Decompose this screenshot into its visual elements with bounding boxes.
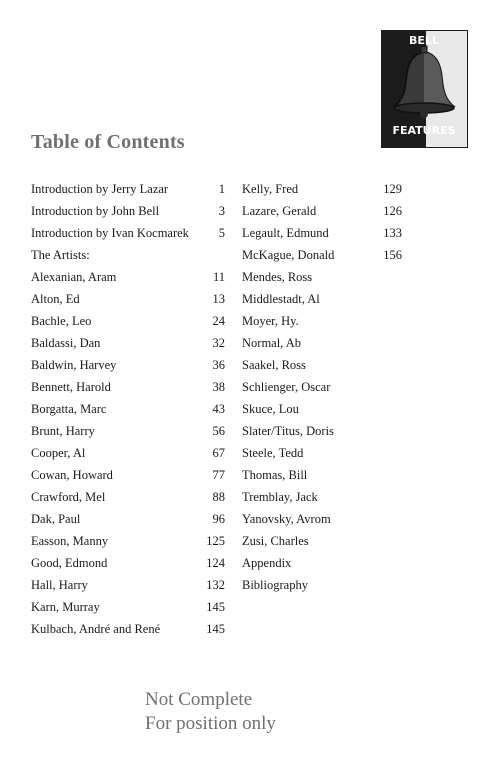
toc-entry-name: Alexanian, Aram [31,270,117,284]
toc-entry-page: 88 [212,490,225,504]
toc-entry [31,444,225,466]
toc-entry [242,422,402,444]
toc-entry-page: 13 [212,292,225,306]
toc-entry [31,598,225,620]
toc-entry-name: Crawford, Mel [31,490,106,504]
toc-entry [242,202,402,224]
toc-entry-name: Saakel, Ross [242,358,306,372]
toc-left-column [31,180,225,642]
toc-entry [242,224,402,246]
toc-entry [31,620,225,642]
toc-entry-page: 38 [212,380,225,394]
toc-entry-page: 43 [212,402,225,416]
toc-entry [31,576,225,598]
toc-entry-name: Kelly, Fred [242,182,299,196]
toc-entry-page: 125 [206,534,225,548]
toc-entry-name: Brunt, Harry [31,424,95,438]
toc-entry-name: Legault, Edmund [242,226,329,240]
toc-entry [31,180,225,202]
toc-entry-page: 32 [212,336,225,350]
toc-entry [242,312,402,334]
toc-entry [242,488,402,510]
toc-entry-page: 96 [212,512,225,526]
toc-entry-name: Cowan, Howard [31,468,113,482]
toc-entry-page: 56 [212,424,225,438]
toc-entry-name: Normal, Ab [242,336,302,350]
toc-entry-page: 3 [218,204,225,218]
toc-entry [242,466,402,488]
toc-entry-name: Karn, Murray [31,600,100,614]
toc-entry-page: 133 [383,226,402,240]
toc-entry-name: Slater/Titus, Doris [242,424,334,438]
toc-entry [242,554,402,576]
toc-entry [31,312,225,334]
toc-entry-name: Kulbach, André and René [31,622,161,636]
toc-entry-name: Mendes, Ross [242,270,313,284]
toc-entry-name: Baldwin, Harvey [31,358,117,372]
toc-entry [242,400,402,422]
toc-entry-name: The Artists: [31,248,90,262]
toc-entry-name: Dak, Paul [31,512,81,526]
toc-entry-page: 145 [206,622,225,636]
toc-entry [242,532,402,554]
toc-entry-name: Alton, Ed [31,292,80,306]
toc-entry [31,532,225,554]
toc-entry-page: 132 [206,578,225,592]
toc-entry-page: 36 [212,358,225,372]
toc-entry [31,400,225,422]
note-line-2: For position only [145,713,276,734]
toc-entry-name: Yanovsky, Avrom [242,512,331,526]
toc-entry [31,268,225,290]
toc-entry [242,378,402,400]
toc-entry-page: 24 [212,314,225,328]
toc-entry-name: Skuce, Lou [242,402,299,416]
toc-entry-name: Cooper, Al [31,446,86,460]
toc-entry [31,246,225,268]
toc-entry [242,444,402,466]
toc-entry [242,180,402,202]
toc-entry-name: Thomas, Bill [242,468,308,482]
placeholder-note [145,688,276,736]
bell-features-logo [381,30,468,148]
toc-entry [31,290,225,312]
toc-entry-name: Introduction by John Bell [31,204,160,218]
toc-entry [31,356,225,378]
toc-entry-name: Introduction by Jerry Lazar [31,182,169,196]
toc-entry-name: Hall, Harry [31,578,88,592]
toc-entry-page: 67 [212,446,225,460]
toc-entry-page: 126 [383,204,402,218]
toc-entry-page: 156 [383,248,402,262]
toc-entry-name: Baldassi, Dan [31,336,101,350]
toc-entry [242,290,402,312]
toc-entry-name: Bachle, Leo [31,314,92,328]
toc-entry-name: Schlienger, Oscar [242,380,331,394]
page-title: Table of Contents [31,131,185,153]
toc-entry-name: Appendix [242,556,292,570]
toc-entry [31,422,225,444]
svg-text:FEATURES: FEATURES [392,124,456,137]
toc-entry [242,268,402,290]
toc-entry [242,334,402,356]
toc-entry-page: 145 [206,600,225,614]
svg-text:BELL: BELL [409,34,439,47]
toc-entry-name: Easson, Manny [31,534,109,548]
toc-entry-name: Lazare, Gerald [242,204,317,218]
bell-icon [381,30,468,148]
toc-entry-name: Good, Edmond [31,556,108,570]
toc-entry-page: 5 [218,226,225,240]
toc-entry-name: Introduction by Ivan Kocmarek [31,226,189,240]
toc-entry [31,488,225,510]
toc-entry [31,510,225,532]
toc-entry-name: Moyer, Hy. [242,314,299,328]
toc-entry-name: Steele, Tedd [242,446,304,460]
toc-entry [31,202,225,224]
toc-entry-page: 129 [383,182,402,196]
toc-right-column [242,180,402,598]
toc-entry [242,356,402,378]
toc-entry [31,224,225,246]
toc-entry [31,378,225,400]
toc-entry-page: 11 [212,270,225,284]
toc-entry [31,334,225,356]
toc-entry-name: Borgatta, Marc [31,402,107,416]
toc-entry-name: Middlestadt, Al [242,292,320,306]
toc-entry-name: Zusi, Charles [242,534,309,548]
toc-entry [31,554,225,576]
toc-entry-name: Bibliography [242,578,308,592]
toc-entry [31,466,225,488]
toc-entry-name: Bennett, Harold [31,380,111,394]
toc-entry-name: McKague, Donald [242,248,335,262]
toc-entry-page: 1 [218,182,225,196]
toc-entry-name: Tremblay, Jack [242,490,318,504]
note-line-1: Not Complete [145,689,253,710]
toc-entry [242,576,402,598]
toc-entry [242,246,402,268]
toc-entry [242,510,402,532]
toc-entry-page: 77 [212,468,225,482]
toc-entry-page: 124 [206,556,225,570]
